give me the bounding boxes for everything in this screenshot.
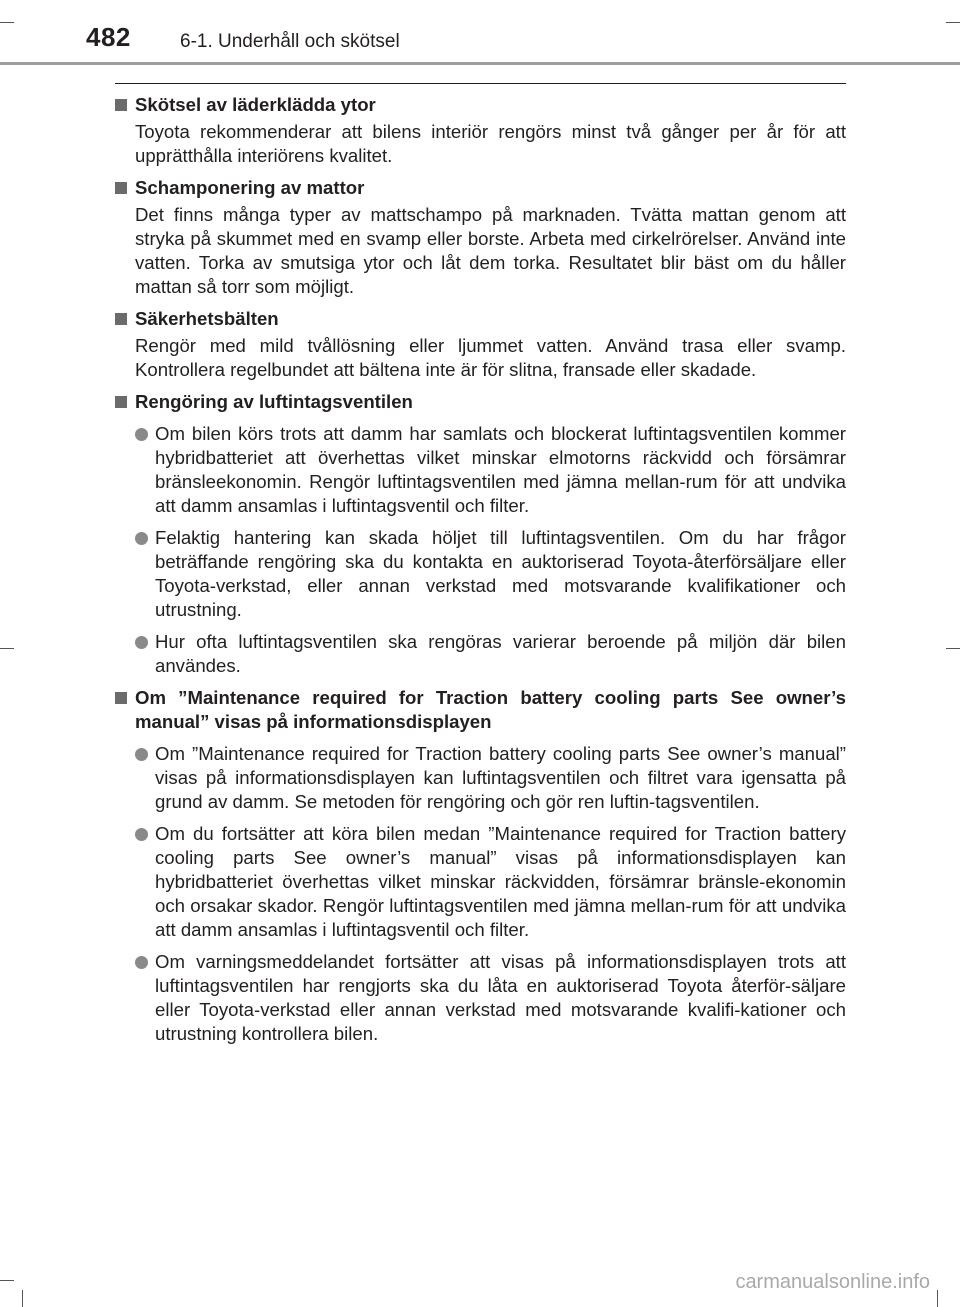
bullet-text: Om du fortsätter att köra bilen medan ”Maintenance required for Traction battery cooling parts See owner’s manual” visas på informationsdisplayen kan hybridbatteriet överhettas vilket minskar räckvidden, försämrar bränsle-ekonomin och orsakar skador. Rengör luftintagsventilen med jämna mellan-rum för att undvika att damm ansamlas i luftintagsventil och filter. (155, 823, 846, 940)
round-bullet-icon (135, 956, 148, 969)
bullet-item (115, 950, 846, 1046)
bullet-item (115, 526, 846, 622)
round-bullet-icon (135, 428, 148, 441)
section-title: 6-1. Underhåll och skötsel (180, 31, 400, 52)
heading-text: Om ”Maintenance required for Traction battery cooling parts See owner’s manual” visas på informationsdisplayen (135, 687, 846, 732)
crop-mark (22, 1290, 23, 1307)
section-heading (115, 686, 846, 734)
heading-text: Rengöring av luftintagsventilen (135, 391, 413, 412)
round-bullet-icon (135, 532, 148, 545)
square-bullet-icon (115, 396, 127, 408)
section-body: Toyota rekommenderar att bilens interiör rengörs minst två gånger per år för att upprätthålla interiörens kvalitet. (135, 121, 846, 166)
section-leather-care (115, 93, 846, 168)
square-bullet-icon (115, 182, 127, 194)
round-bullet-icon (135, 828, 148, 841)
bullet-text: Om varningsmeddelandet fortsätter att visas på informationsdisplayen trots att luftintagsventilen har rengjorts ska du låta en auktoriserad Toyota återför-säljare eller Toyota-verkstad eller annan verkstad med motsvarande kvalifi-kationer och utrustning kontrollera bilen. (155, 951, 846, 1044)
bullet-item (115, 630, 846, 678)
content (115, 93, 846, 1054)
round-bullet-icon (135, 748, 148, 761)
bullet-text: Om ”Maintenance required for Traction battery cooling parts See owner’s manual” visas på informationsdisplayen kan luftintagsventilen och filtret vara igensatta på grund av damm. Se metoden för rengöring och gör ren luftin-tagsventilen. (155, 743, 846, 812)
square-bullet-icon (115, 313, 127, 325)
bullet-text: Felaktig hantering kan skada höljet till luftintagsventilen. Om du har frågor beträffande rengöring ska du kontakta en auktoriserad Toyota-återförsäljare eller Toyota-verkstad, eller annan verkstad med motsvarande kvalifikationer och utrustning. (155, 527, 846, 620)
section-body: Rengör med mild tvållösning eller ljummet vatten. Använd trasa eller svamp. Kontrollera regelbundet att bältena inte är för slitna, fransade eller skadade. (135, 335, 846, 380)
section-carpet-shampoo (115, 176, 846, 299)
square-bullet-icon (115, 99, 127, 111)
section-body: Det finns många typer av mattschampo på marknaden. Tvätta mattan genom att stryka på skummet med en svamp eller borste. Arbeta med cirkelrörelser. Använd inte vatten. Torka av smutsiga ytor och låt dem torka. Resultatet blir bäst om du håller mattan så torr som möjligt. (135, 204, 846, 297)
watermark: carmanualsonline.info (735, 1271, 930, 1293)
heading-text: Schamponering av mattor (135, 177, 365, 198)
section-heading (115, 176, 846, 200)
section-seat-belts (115, 307, 846, 382)
heading-text: Skötsel av läderklädda ytor (135, 94, 376, 115)
crop-mark (0, 648, 14, 649)
page-header (0, 0, 960, 62)
section-air-intake-cleaning (115, 390, 846, 678)
content-divider (115, 83, 846, 84)
bullet-item (115, 742, 846, 814)
crop-mark (937, 1290, 938, 1307)
section-heading (115, 390, 846, 414)
round-bullet-icon (135, 636, 148, 649)
crop-mark (946, 648, 960, 649)
square-bullet-icon (115, 692, 127, 704)
bullet-text: Hur ofta luftintagsventilen ska rengöras varierar beroende på miljön där bilen användes. (155, 631, 846, 676)
bullet-item (115, 822, 846, 942)
section-maintenance-message (115, 686, 846, 1046)
bullet-text: Om bilen körs trots att damm har samlats och blockerat luftintagsventilen kommer hybridbatteriet att överhettas vilket minskar elmotorns räckvidd och försämrar bränsleekonomin. Rengör luftintagsventilen med jämna mellan-rum för att undvika att damm ansamlas i luftintagsventil och filter. (155, 423, 846, 516)
page-number: 482 (86, 22, 131, 52)
heading-text: Säkerhetsbälten (135, 308, 279, 329)
crop-mark (0, 1280, 14, 1281)
header-divider (0, 62, 960, 65)
section-heading (115, 93, 846, 117)
bullet-item (115, 422, 846, 518)
section-heading (115, 307, 846, 331)
